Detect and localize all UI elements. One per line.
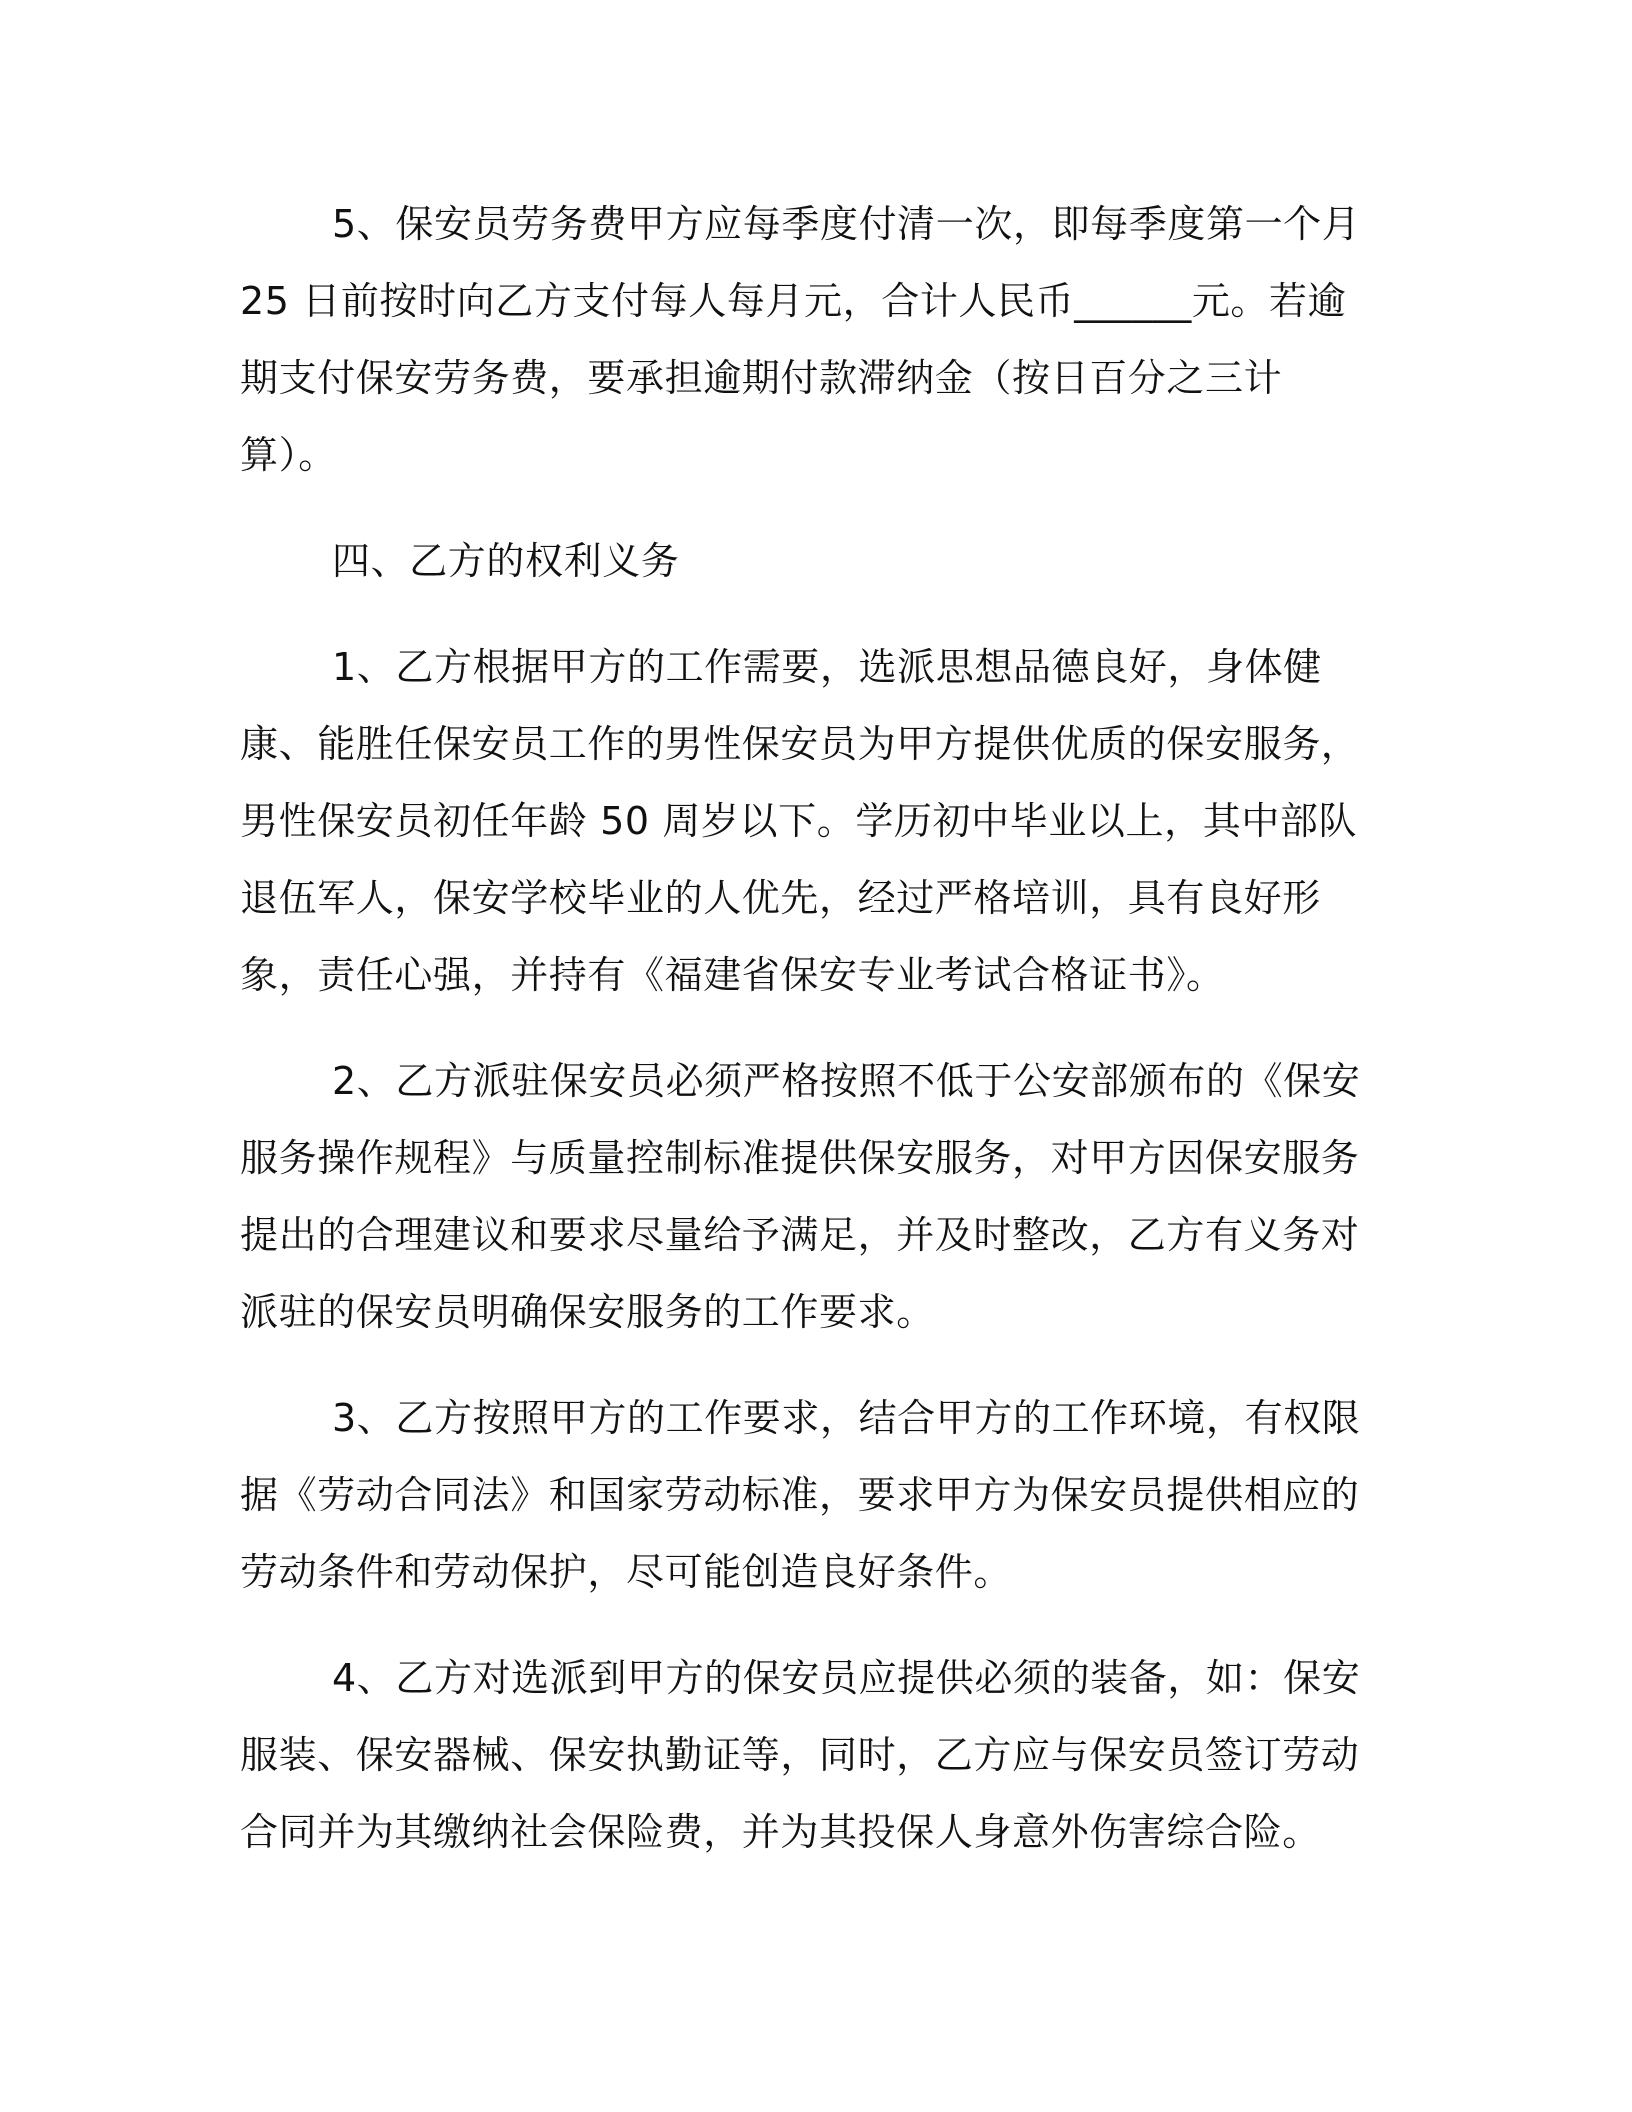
paragraph-item-2-service-standards: 2、乙方派驻保安员必须严格按照不低于公安部颁布的《保安服务操作规程》与质量控制标准提供保安服务，对甲方因保安服务提出的合理建议和要求尽量给予满足，并及时整改，乙方有义务对派驻的保安员明确保安服务的工作要求。 (240, 1059, 1361, 1334)
paragraph-item-1-guard-selection: 1、乙方根据甲方的工作需要，选派思想品德良好，身体健康、能胜任保安员工作的男性保安员为甲方提供优质的保安服务，男性保安员初任年龄 50 周岁以下。学历初中毕业以上，其中部队退伍军人，保安学校毕业的人优先，经过严格培训，具有良好形象，责任心强，并持有《福建省保安专业考试合格证书》。 (240, 645, 1360, 997)
paragraph-item-4-equipment-insurance: 4、乙方对选派到甲方的保安员应提供必须的装备，如：保安服装、保安器械、保安执勤证等，同时，乙方应与保安员签订劳动合同并为其缴纳社会保险费，并为其投保人身意外伤害综合险。 (240, 1656, 1361, 1854)
document-body (240, 186, 1372, 1871)
section-heading-party-b-rights: 四、乙方的权利义务 (332, 539, 680, 583)
paragraph-item-3-labor-conditions: 3、乙方按照甲方的工作要求，结合甲方的工作环境，有权限据《劳动合同法》和国家劳动标准，要求甲方为保安员提供相应的劳动条件和劳动保护，尽可能创造良好条件。 (240, 1396, 1361, 1594)
paragraph-item-5-payment: 5、保安员劳务费甲方应每季度付清一次，即每季度第一个月 25 日前按时向乙方支付每人每月元，合计人民币______元。若逾期支付保安劳务费，要承担逾期付款滞纳金（按日百分之三计算）。 (240, 202, 1361, 477)
